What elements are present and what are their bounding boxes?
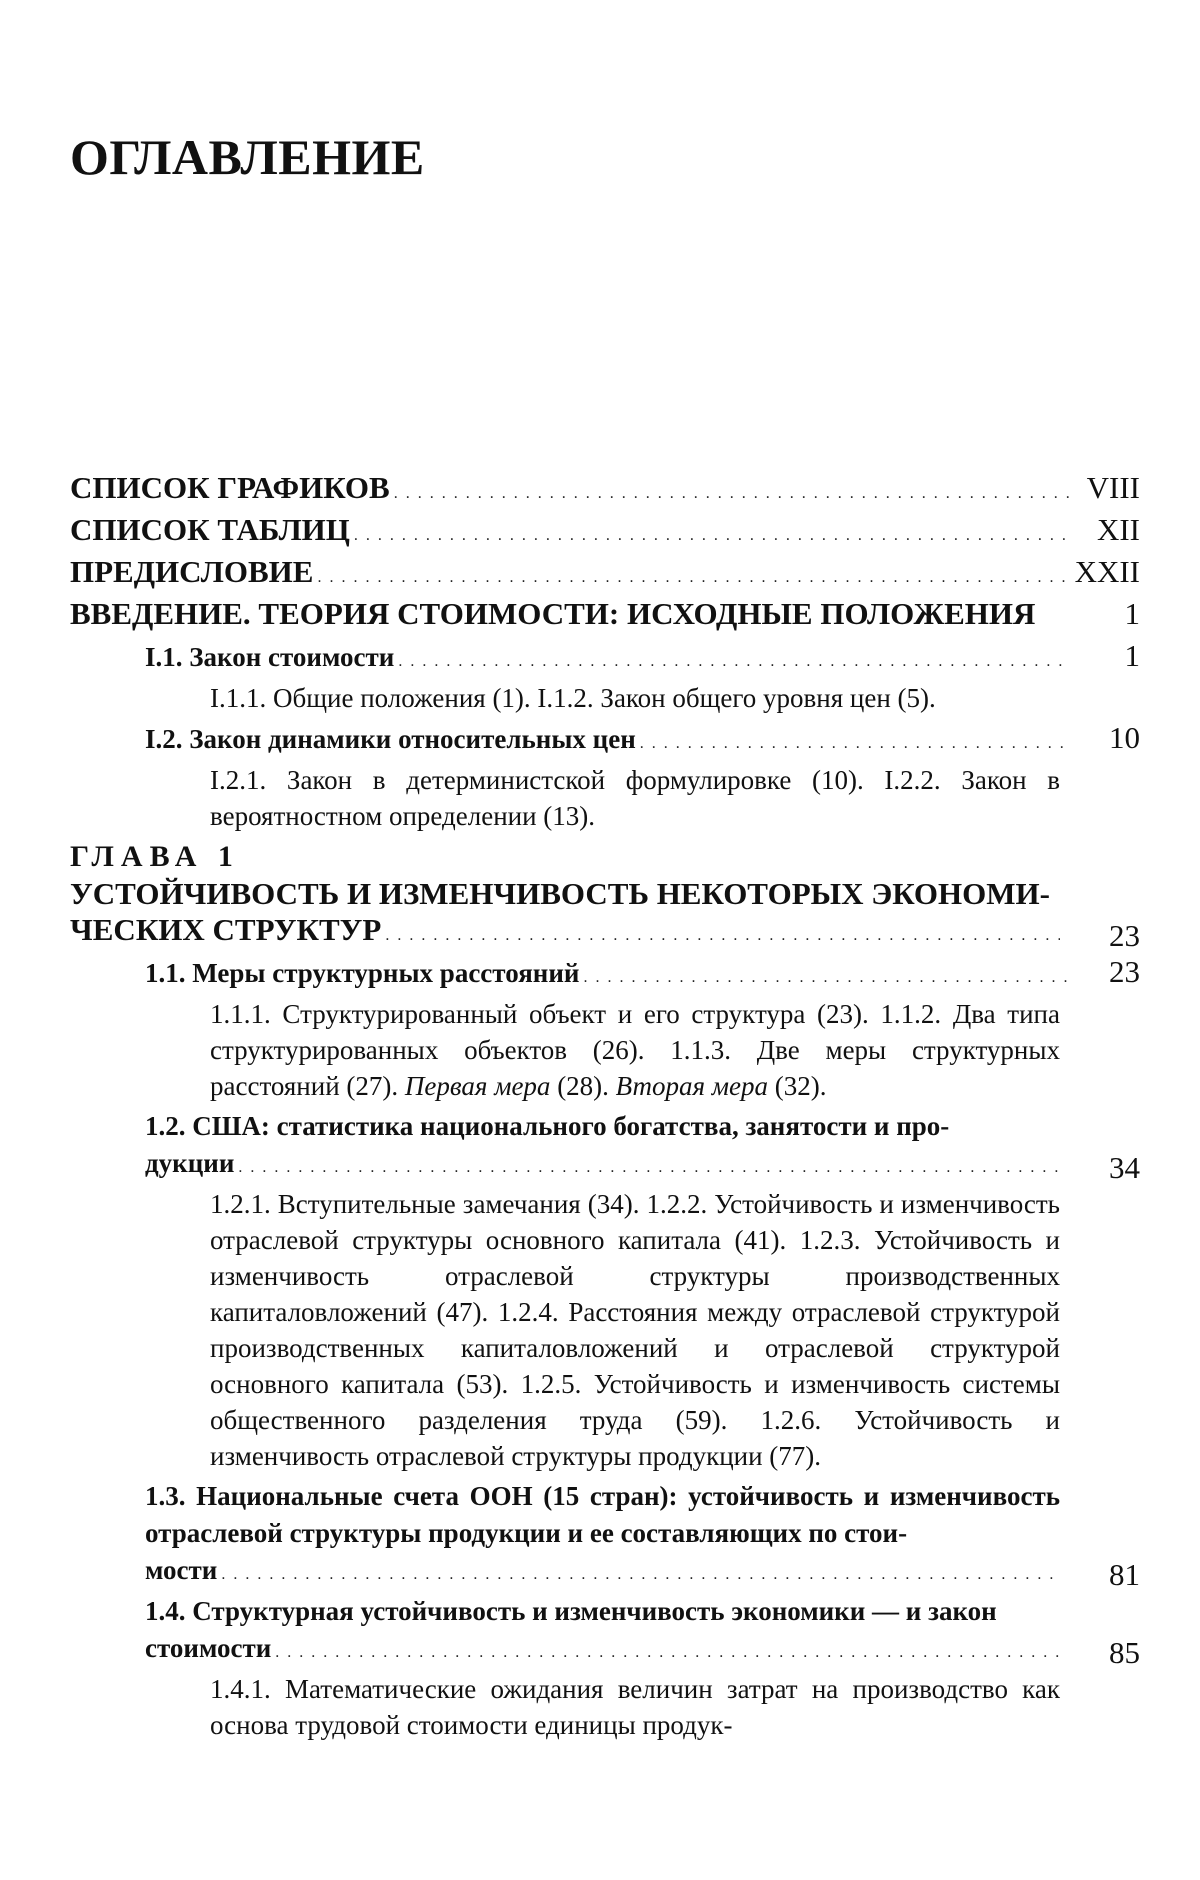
toc-entry-page: 23 xyxy=(1109,954,1140,989)
toc-entry-title: I.2. Закон динамики относительных цен xyxy=(145,724,636,754)
leader-dots xyxy=(350,518,1070,554)
toc-entry-title-line: 1.3. Национальные счета ООН (15 стран): устойчивость и изменчивость отраслевой структуры продукции и ее составляющих по стои- xyxy=(145,1481,1060,1548)
toc-subsections-i2: I.2.1. Закон в детерминистской формулировке (10). I.2.2. Закон в вероятностном определении (13). xyxy=(210,765,1060,831)
toc-entry-title: ВВЕДЕНИЕ. ТЕОРИЯ СТОИМОСТИ: ИСХОДНЫЕ ПОЛОЖЕНИЯ xyxy=(70,596,1036,631)
leader-dots xyxy=(394,644,1070,680)
toc-entry-page: VIII xyxy=(1086,470,1140,505)
toc-subsections-i1: I.1.1. Общие положения (1). I.1.2. Закон общего уровня цен (5). xyxy=(210,683,936,713)
subsection-italic: Первая мера xyxy=(404,1071,551,1101)
toc-entry-title-line: ЧЕСКИХ СТРУКТУР xyxy=(70,912,382,947)
toc-entry-preface[interactable] xyxy=(70,554,1140,596)
toc-entry-section-1-4[interactable] xyxy=(70,1593,1140,1671)
toc-entry-section-1-2[interactable] xyxy=(70,1108,1140,1186)
toc-entry-title-line: дукции xyxy=(145,1148,235,1178)
toc-entry-list-tables[interactable] xyxy=(70,512,1140,554)
leader-dots xyxy=(636,726,1070,762)
leader-dots xyxy=(217,1556,1060,1593)
leader-dots xyxy=(234,1149,1060,1186)
toc-subsections-1-2: 1.2.1. Вступительные замечания (34). 1.2.2. Устойчивость и изменчивость отраслевой структуры основного капитала (41). 1.2.3. Устойчивость и изменчивость отраслевой структуры производственных капиталовложений (47). 1.2.4. Расстояния между отраслевой структурой производственных капиталовложений и отраслевой структурой основного капитала (53). 1.2.5. Устойчивость и изменчивость системы общественного разделения труда (59). 1.2.6. Устойчивость и изменчивость отраслевой структуры продукции (77). xyxy=(210,1189,1060,1471)
toc-entry-section-1-1[interactable] xyxy=(70,954,1140,996)
toc-entry-title: ПРЕДИСЛОВИЕ xyxy=(70,554,314,589)
toc-entry-page: 1 xyxy=(1124,638,1140,673)
page-title: ОГЛАВЛЕНИЕ xyxy=(70,129,425,185)
leader-dots xyxy=(271,1634,1060,1671)
toc-entry-page: 34 xyxy=(1109,1150,1140,1185)
subsection-text: (28). xyxy=(550,1071,616,1101)
subsection-text: 1.1.1. Структурированный объект и его структура (23). 1.1.2. Два типа структурированных объектов (26). 1.1.3. Две меры структурных расстояний (27). xyxy=(210,999,1060,1101)
subsection-italic: Вторая мера xyxy=(615,1071,769,1101)
toc-entry-page: XXII xyxy=(1074,554,1140,589)
toc-entry-page: XII xyxy=(1096,512,1140,547)
toc-entry-title-line: 1.2. США: статистика национального богатства, занятости и про- xyxy=(145,1111,950,1141)
leader-dots xyxy=(579,960,1070,996)
toc-entry-title: СПИСОК ГРАФИКОВ xyxy=(70,470,390,505)
toc-entry-title-line: стоимости xyxy=(145,1633,272,1663)
toc-subsections-1-1 xyxy=(70,996,1060,1104)
toc-entry-title: 1.1. Меры структурных расстояний xyxy=(145,958,580,988)
toc-entry-list-graphs[interactable] xyxy=(70,470,1140,512)
toc-entry-title: I.1. Закон стоимости xyxy=(145,642,395,672)
toc-entry-section-1-3[interactable] xyxy=(70,1478,1140,1593)
toc-entry-title-line: УСТОЙЧИВОСТЬ И ИЗМЕНЧИВОСТЬ НЕКОТОРЫХ ЭКОНОМИ- xyxy=(70,876,1050,911)
toc-entry-title: СПИСОК ТАБЛИЦ xyxy=(70,512,350,547)
toc-entry-section-i1[interactable] xyxy=(70,638,1140,680)
toc-entry-page: 23 xyxy=(1109,918,1140,953)
leader-dots xyxy=(381,917,1060,954)
leader-dots xyxy=(390,476,1070,512)
toc-entry-section-i2[interactable] xyxy=(70,720,1140,762)
table-of-contents xyxy=(70,470,1140,1747)
toc-entry-chapter-1[interactable] xyxy=(70,876,1140,954)
toc-entry-page: 81 xyxy=(1109,1557,1140,1592)
toc-entry-page: 10 xyxy=(1109,720,1140,755)
toc-entry-introduction[interactable] xyxy=(70,596,1140,638)
toc-entry-page: 85 xyxy=(1109,1635,1140,1670)
leader-dots xyxy=(313,560,1070,596)
toc-subsections-1-4: 1.4.1. Математические ожидания величин затрат на производство как основа трудовой стоимости единицы продук- xyxy=(210,1674,1060,1740)
toc-entry-page: 1 xyxy=(1124,596,1140,631)
toc-entry-title-line: мости xyxy=(145,1555,218,1585)
toc-entry-title-line: 1.4. Структурная устойчивость и изменчивость экономики — и закон xyxy=(145,1596,997,1626)
chapter-label: ГЛАВА 1 xyxy=(70,840,240,873)
subsection-text: (32). xyxy=(768,1071,827,1101)
